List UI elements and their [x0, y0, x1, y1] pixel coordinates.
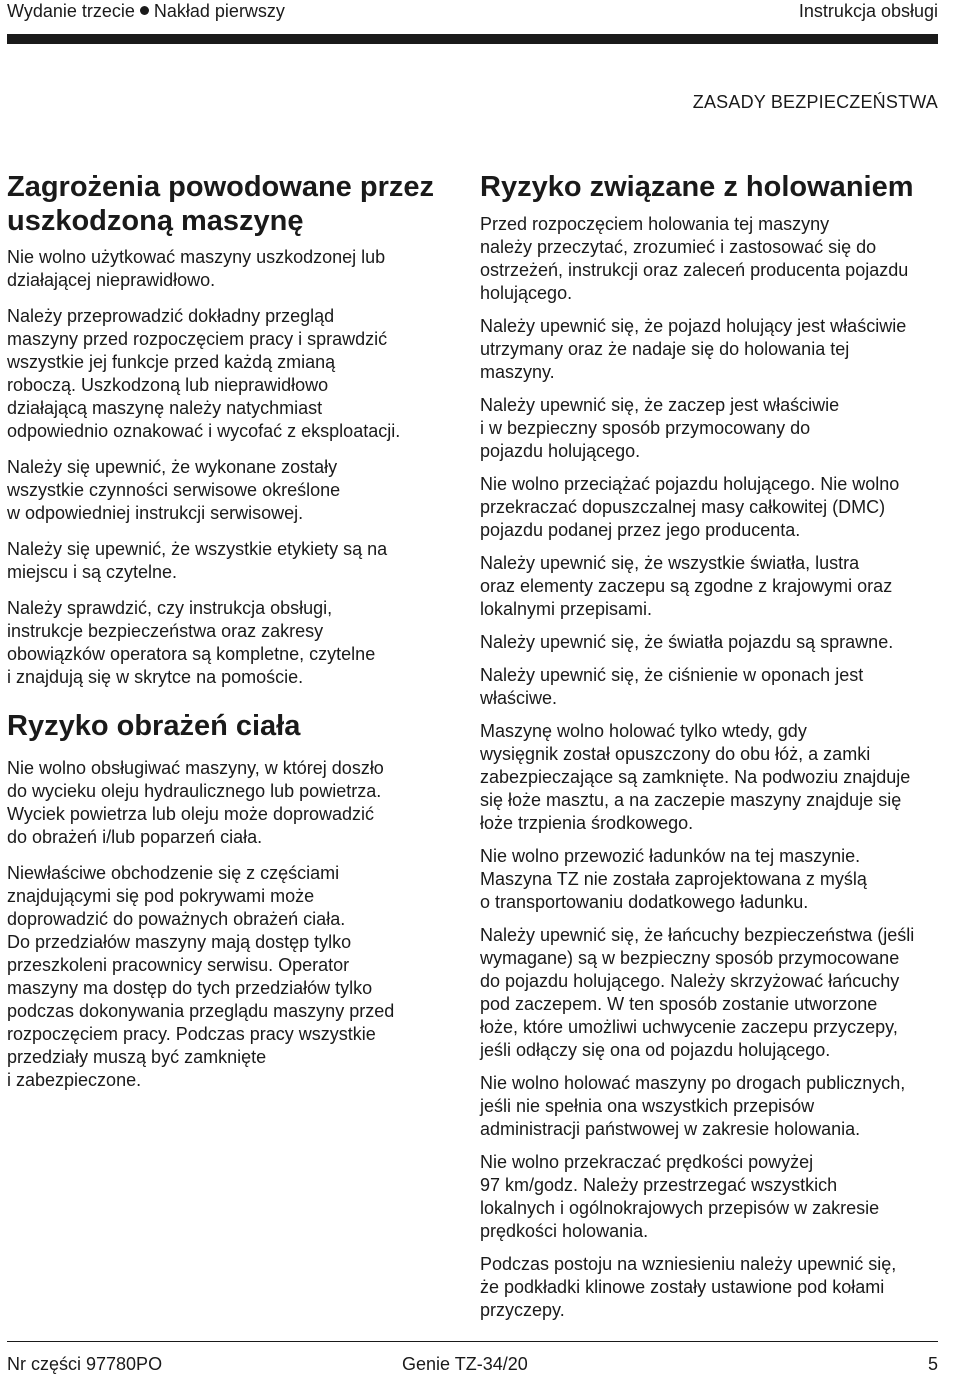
right-column: [480, 170, 960, 1322]
paragraph: Należy upewnić się, że wszystkie światła, lustra oraz elementy zaczepu są zgodne z krajowymi oraz lokalnymi przepisami.: [480, 553, 893, 619]
paragraph: Nie wolno holować maszyny po drogach publicznych, jeśli nie spełnia ona wszystkich przepisów administracji państwowej w zakresie holowania.: [480, 1073, 906, 1139]
left-column: [7, 170, 447, 1092]
section-title: ZASADY BEZPIECZEŃSTWA: [692, 92, 938, 112]
paragraph: Należy upewnić się, że pojazd holujący jest właściwie utrzymany oraz że nadaje się do holowania tej maszyny.: [480, 316, 907, 382]
paragraph: Maszynę wolno holować tylko wtedy, gdy wysięgnik został opuszczony do obu łóż, a zamki zabezpieczające są zamknięte. Na podwoziu znajduje się łoże masztu, a na zaczepie maszyny znajduje się łoże trzpienia środkowego.: [480, 721, 911, 833]
paragraph: Nie wolno przeciążać pojazdu holującego. Nie wolno przekraczać dopuszczalnej masy całkowitej (DMC) pojazdu podanej przez jego producenta.: [480, 474, 900, 540]
paragraph: Należy się upewnić, że wszystkie etykiety są na miejscu i są czytelne.: [7, 539, 388, 582]
paragraph: Niewłaściwe obchodzenie się z częściami znajdującymi się pod pokrywami może doprowadzić do poważnych obrażeń ciała. Do przedziałów maszyny mają dostęp tylko przeszkoleni pracownicy serwisu. Operator maszyny ma dostęp do tych przedziałów tylko podczas dokonywania przeglądu maszyny przed rozpoczęciem pracy. Podczas pracy wszystkie przedziały muszą być zamknięte i zabezpieczone.: [7, 863, 395, 1090]
part-number: Nr części 97780PO: [7, 1354, 163, 1374]
model-name: Genie TZ-34/20: [402, 1354, 528, 1374]
page-header-left: [7, 0, 285, 22]
heading-towing-risk: Ryzyko związane z holowaniem: [480, 171, 914, 203]
edition-label: Wydanie trzecie: [7, 1, 135, 21]
paragraph: Należy się upewnić, że wykonane zostały wszystkie czynności serwisowe określone w odpowiedniej instrukcji serwisowej.: [7, 457, 341, 523]
paragraph: Przed rozpoczęciem holowania tej maszyny należy przeczytać, zrozumieć i zastosować się do ostrzeżeń, instrukcji oraz zaleceń producenta pojazdu holującego.: [480, 214, 909, 303]
paragraph: Należy sprawdzić, czy instrukcja obsługi, instrukcje bezpieczeństwa oraz zakresy obowiązków operatora są kompletne, czytelne i znajdują się w skrytce na pomoście.: [7, 598, 376, 687]
paragraph: Podczas postoju na wzniesieniu należy upewnić się, że podkładki klinowe zostały ustawione pod kołami przyczepy.: [480, 1254, 897, 1320]
document-type-label: Instrukcja obsługi: [798, 1, 938, 21]
footer-rule: [7, 1341, 938, 1342]
paragraph: Należy przeprowadzić dokładny przegląd maszyny przed rozpoczęciem pracy i sprawdzić wszystkie jej funkcje przed każdą zmianą roboczą. Uszkodzoną lub nieprawidłowo działającą maszynę należy natychmiast odpowiednio oznakować i wycofać z eksploatacji.: [7, 306, 401, 441]
paragraph: Należy upewnić się, że światła pojazdu są sprawne.: [480, 632, 894, 652]
paragraph: Nie wolno obsługiwać maszyny, w której doszło do wycieku oleju hydraulicznego lub powietrza. Wyciek powietrza lub oleju może doprowadzić do obrażeń i/lub poparzeń ciała.: [7, 758, 384, 847]
heading-damaged-machine: Zagrożenia powodowane przez uszkodzoną maszynę: [7, 171, 434, 237]
paragraph: Nie wolno użytkować maszyny uszkodzonej lub działającej nieprawidłowo.: [7, 247, 386, 290]
heading-injury-risk: Ryzyko obrażeń ciała: [7, 710, 301, 742]
bullet-dot-icon: [140, 6, 149, 15]
page-number: 5: [927, 1354, 938, 1374]
paragraph: Nie wolno przewozić ładunków na tej maszynie. Maszyna TZ nie została zaprojektowana z myślą o transportowaniu dodatkowego ładunku.: [480, 846, 867, 912]
paragraph: Należy upewnić się, że łańcuchy bezpieczeństwa (jeśli wymagane) są w bezpieczny sposób przymocowane do pojazdu holującego. Należy skrzyżować łańcuchy pod zaczepem. W ten sposób zostanie utworzone łoże, które umożliwi uchwycenie zaczepu przyczepy, jeśli odłączy się ona od pojazdu holującego.: [480, 925, 915, 1060]
paragraph: Należy upewnić się, że zaczep jest właściwie i w bezpieczny sposób przymocowany do pojazdu holującego.: [480, 395, 840, 461]
header-rule: [7, 34, 938, 44]
print-run-label: Nakład pierwszy: [153, 1, 285, 21]
paragraph: Nie wolno przekraczać prędkości powyżej 97 km/godz. Należy przestrzegać wszystkich lokalnych i ogólnokrajowych przepisów w zakresie prędkości holowania.: [480, 1152, 880, 1241]
paragraph: Należy upewnić się, że ciśnienie w oponach jest właściwe.: [480, 665, 864, 708]
